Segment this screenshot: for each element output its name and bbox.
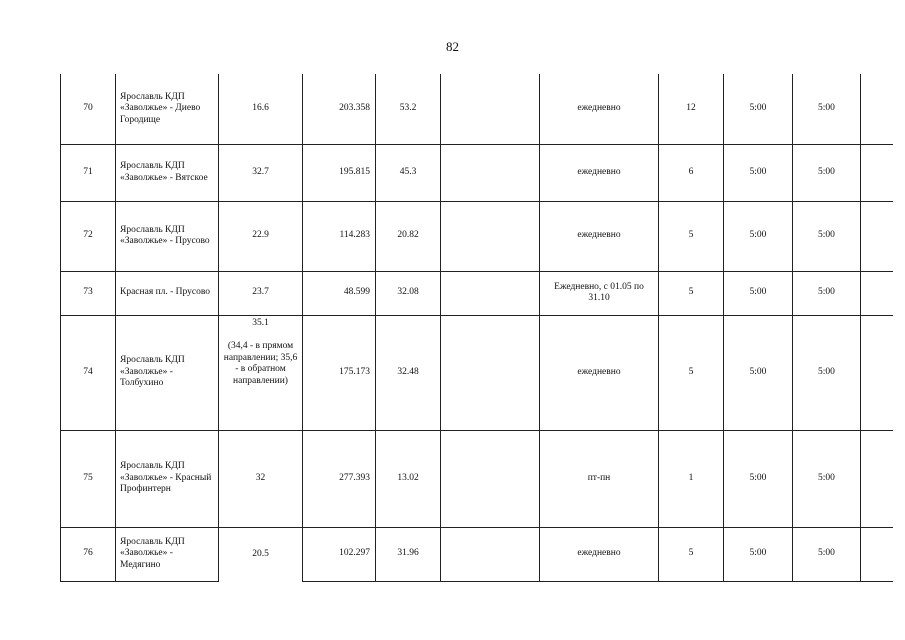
route-number-cell (61, 144, 116, 201)
value-text: 175.173 (339, 366, 370, 377)
schedule-cell (540, 430, 659, 527)
time-cell (793, 74, 861, 144)
value-text: 13.02 (397, 472, 419, 483)
route-name-cell (116, 144, 219, 201)
count-text: 5 (688, 548, 694, 559)
time-cell (793, 315, 861, 430)
value-cell (303, 271, 376, 315)
route-name-text: Ярославль КДП «Заволжье» - Толбухино (120, 355, 185, 389)
route-length-text: 20.5 (252, 548, 269, 559)
table-row (61, 74, 893, 144)
value-text: 31.96 (397, 548, 419, 559)
count-cell (659, 271, 724, 315)
route-length-cell (219, 430, 303, 527)
value-cell (376, 74, 441, 144)
table-row (61, 271, 893, 315)
empty-cell (441, 527, 540, 581)
schedule-text: ежедневно (577, 166, 621, 177)
time-text: 5:00 (749, 230, 767, 241)
route-length-cell (219, 527, 303, 581)
time-text: 5:00 (818, 103, 835, 113)
time-text: 5:00 (749, 472, 767, 483)
time-cell (724, 315, 793, 430)
time-cell (724, 74, 793, 144)
schedule-cell (540, 144, 659, 201)
route-number-cell (61, 271, 116, 315)
value-cell (376, 271, 441, 315)
value-cell (376, 201, 441, 271)
time-cell (793, 430, 861, 527)
time-text: 5:00 (818, 548, 835, 559)
table-row (61, 201, 893, 271)
route-length-cell (219, 74, 303, 144)
count-text: 6 (688, 166, 694, 177)
route-name-cell (116, 271, 219, 315)
route-number-cell (61, 315, 116, 430)
value-text: 53.2 (399, 103, 417, 113)
time-cell (724, 144, 793, 201)
route-number-cell (61, 527, 116, 581)
route-number-cell (61, 74, 116, 144)
table-row (61, 144, 893, 201)
route-name-cell (116, 527, 219, 581)
empty-cell (861, 315, 893, 430)
route-table (60, 74, 893, 582)
route-number-text: 71 (83, 166, 93, 177)
time-text: 5:00 (818, 166, 835, 177)
table-row (61, 430, 893, 527)
value-text: 114.283 (339, 230, 370, 241)
route-length-cell (219, 201, 303, 271)
value-cell (303, 74, 376, 144)
route-name-cell (116, 201, 219, 271)
value-cell (376, 144, 441, 201)
time-cell (724, 271, 793, 315)
schedule-text: ежедневно (577, 103, 621, 113)
empty-cell (861, 201, 893, 271)
route-name-cell (116, 430, 219, 527)
time-text: 5:00 (749, 287, 767, 298)
empty-cell (861, 74, 893, 144)
route-name-cell (116, 315, 219, 430)
table-row (61, 527, 893, 581)
route-name-cell (116, 74, 219, 144)
route-table-body (61, 74, 893, 581)
route-length-cell (219, 315, 303, 430)
time-cell (793, 144, 861, 201)
time-text: 5:00 (749, 366, 767, 377)
empty-cell (441, 74, 540, 144)
time-cell (724, 201, 793, 271)
value-text: 203.358 (339, 103, 370, 113)
time-text: 5:00 (749, 103, 767, 113)
value-cell (303, 315, 376, 430)
page-number: 82 (446, 39, 459, 54)
route-length-text: 32.7 (252, 166, 269, 177)
empty-cell (441, 315, 540, 430)
table-row (61, 315, 893, 430)
route-number-text: 76 (83, 548, 93, 559)
value-cell (303, 527, 376, 581)
route-number-cell (61, 201, 116, 271)
time-text: 5:00 (818, 230, 835, 241)
time-text: 5:00 (749, 548, 767, 559)
route-table-container (60, 74, 893, 582)
empty-cell (441, 271, 540, 315)
time-cell (793, 201, 861, 271)
schedule-cell (540, 271, 659, 315)
count-cell (659, 144, 724, 201)
count-cell (659, 315, 724, 430)
route-length-note: (34,4 - в прямом направлении; 35,6 - в обратном направлении) (223, 341, 298, 386)
route-name-text: Ярославль КДП «Заволжье» - Медягино (120, 536, 185, 570)
route-length-text: 35.1 (252, 317, 269, 328)
route-name-text: Ярославль КДП «Заволжье» - Красный Профинтерн (120, 461, 212, 495)
value-cell (303, 201, 376, 271)
route-number-text: 72 (83, 230, 93, 241)
time-text: 5:00 (818, 472, 835, 483)
value-cell (303, 144, 376, 201)
count-cell (659, 201, 724, 271)
empty-cell (861, 271, 893, 315)
count-text: 5 (688, 287, 694, 298)
empty-cell (441, 201, 540, 271)
value-text: 48.599 (343, 287, 370, 298)
value-text: 277.393 (339, 472, 370, 483)
value-text: 32.08 (397, 287, 419, 298)
route-number-text: 73 (83, 287, 93, 298)
time-text: 5:00 (818, 366, 835, 377)
schedule-cell (540, 527, 659, 581)
route-length-text: 23.7 (252, 287, 269, 298)
count-text: 12 (686, 103, 696, 113)
time-cell (724, 527, 793, 581)
schedule-cell (540, 201, 659, 271)
schedule-text: Ежедневно, с 01.05 по 31.10 (554, 281, 644, 303)
route-name-text: Красная пл. - Прусово (120, 287, 211, 298)
schedule-cell (540, 315, 659, 430)
value-cell (303, 430, 376, 527)
route-number-cell (61, 430, 116, 527)
empty-cell (441, 430, 540, 527)
route-length-text: 22.9 (252, 230, 269, 241)
route-number-text: 70 (83, 103, 93, 113)
count-text: 5 (688, 230, 694, 241)
route-number-text: 75 (83, 472, 93, 483)
time-cell (793, 271, 861, 315)
route-name-text: Ярославль КДП «Заволжье» - Диево Городище (120, 91, 201, 125)
value-text: 20.82 (397, 230, 419, 241)
empty-cell (441, 144, 540, 201)
time-text: 5:00 (749, 166, 767, 177)
time-cell (724, 430, 793, 527)
route-length-cell (219, 271, 303, 315)
value-cell (376, 430, 441, 527)
schedule-text: ежедневно (577, 230, 621, 241)
route-length-text: 16.6 (252, 103, 269, 113)
empty-cell (861, 430, 893, 527)
route-number-text: 74 (83, 366, 93, 377)
empty-cell (861, 144, 893, 201)
count-text: 5 (688, 366, 694, 377)
route-length-cell (219, 144, 303, 201)
count-cell (659, 74, 724, 144)
time-text: 5:00 (818, 287, 835, 298)
value-text: 102.297 (339, 548, 370, 559)
time-cell (793, 527, 861, 581)
schedule-text: ежедневно (577, 366, 621, 377)
value-cell (376, 315, 441, 430)
count-text: 1 (688, 472, 694, 483)
empty-cell (861, 527, 893, 581)
schedule-cell (540, 74, 659, 144)
schedule-text: пт-пн (587, 472, 611, 483)
value-text: 45.3 (399, 166, 417, 177)
count-cell (659, 430, 724, 527)
value-text: 195.815 (339, 166, 370, 177)
route-name-text: Ярославль КДП «Заволжье» - Вятское (120, 161, 208, 183)
value-cell (376, 527, 441, 581)
value-text: 32.48 (397, 366, 419, 377)
schedule-text: ежедневно (577, 548, 621, 559)
count-cell (659, 527, 724, 581)
route-name-text: Ярославль КДП «Заволжье» - Прусово (120, 224, 210, 246)
route-length-text: 32 (255, 472, 266, 483)
